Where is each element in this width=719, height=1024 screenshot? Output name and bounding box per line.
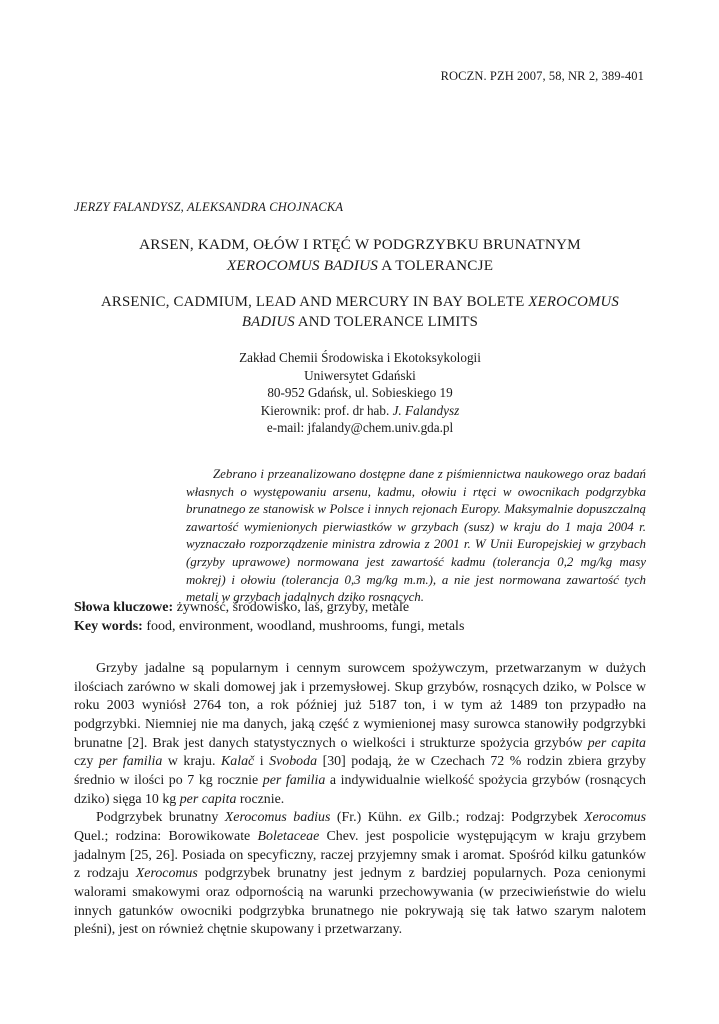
p2-italic-2: ex <box>408 810 421 826</box>
p1-italic-5: per familia <box>262 772 326 788</box>
authors: JERZY FALANDYSZ, ALEKSANDRA CHOJNACKA <box>74 200 344 214</box>
body-text <box>74 660 646 940</box>
keywords-english <box>74 617 646 636</box>
p2-text-6: podgrzybek brunatny jest jednym z bardziej popularnych. Poza cenionymi walorami smakowymi oraz odpornością na warunki przechowywania (w przeciwieństwie do wielu innych gatunków owocniki podgrzybka brunatnego nie pokrywają się tak łatwo szarym nalotem pleśni), jest on również chętnie skupowany i przetwarzany. <box>74 866 646 938</box>
keywords-polish-label: Słowa kluczowe: <box>74 600 174 615</box>
title-english-line2 <box>74 312 646 332</box>
p2-italic-5: Xerocomus <box>135 866 198 882</box>
p2-italic-3: Xerocomus <box>584 810 646 826</box>
title-english <box>74 292 646 332</box>
p2-text-2: (Fr.) Kühn. <box>330 810 409 826</box>
affiliation-head <box>74 402 646 420</box>
p2-italic-4: Boletaceae <box>257 828 320 844</box>
p2-italic-1: Xerocomus badius <box>224 810 331 826</box>
paragraph-2 <box>74 809 646 940</box>
affiliation-email: e-mail: jfalandy@chem.univ.gda.pl <box>266 420 454 436</box>
p1-italic-3: Kalač <box>221 754 255 770</box>
affiliation <box>74 349 646 437</box>
p1-text-4: i <box>254 754 270 770</box>
p2-text-3: Gilb.; rodzaj: Podgrzybek <box>420 810 585 826</box>
p1-italic-1: per capita <box>587 735 646 751</box>
keywords-english-label: Key words: <box>74 619 143 634</box>
p1-text-2: czy <box>74 754 99 770</box>
title-english-part2-rest: AND TOLERANCE LIMITS <box>294 314 479 330</box>
p1-italic-6: per capita <box>179 791 237 807</box>
affiliation-head-prefix: Kierownik: prof. dr hab. <box>260 402 393 418</box>
p1-text-1: Grzyby jadalne są popularnym i cennym surowcem spożywczym, przetwarzanym w dużych ilościach zarówno w skali domowej jak i przemysłowej. Skup grzybów, rosnących dziko, w Polsce w roku 2003 wyniósł 2764 ton, a rok później już 5187 ton, i w tym aż 1489 ton przypadło na podgrzybki. Niemniej nie ma danych, jaką część z wymienionej masy surowca stanowiły podgrzybki brunatne [2]. Brak jest danych statystycznych o wielkości i strukturze spożycia grzybów <box>74 661 646 751</box>
affiliation-address: 80-952 Gdańsk, ul. Sobieskiego 19 <box>267 385 453 401</box>
p1-text-3: w kraju. <box>162 754 221 770</box>
p1-italic-2: per familia <box>98 754 163 770</box>
p1-text-7: rocznie. <box>236 791 285 807</box>
affiliation-department: Zakład Chemii Środowiska i Ekotoksykologii <box>239 350 481 365</box>
title-polish-line1: ARSEN, KADM, OŁÓW I RTĘĆ W PODGRZYBKU BRUNATNYM <box>139 236 581 253</box>
p2-text-4: Quel.; rodzina: Borowikowate <box>74 828 258 844</box>
title-polish-line2 <box>74 255 646 276</box>
keywords-polish <box>74 598 646 617</box>
keywords-english-value: food, environment, woodland, mushrooms, fungi, metals <box>142 619 465 634</box>
journal-reference: ROCZN. PZH 2007, 58, NR 2, 389-401 <box>440 69 644 83</box>
p2-text-5: Chev. jest pospolicie występującym w kraju grzybem jadalnym [25, 26]. Posiada on specyficzny, raczej przyjemny smak i aromat. Spośród kilku gatunków z rodzaju <box>74 828 647 882</box>
p1-italic-4: Svoboda <box>269 754 318 770</box>
p1-text-5: [30] podają, że w Czechach 72 % rodzin zbiera grzyby średnio w ilości po 7 kg rocznie <box>74 754 647 788</box>
title-polish-line2-rest: A TOLERANCJE <box>378 257 494 274</box>
p1-text-6: a indywidualnie wielkość spożycia grzybów (rosnących dziko) sięga 10 kg <box>74 772 647 807</box>
abstract: Zebrano i przeanalizowano dostępne dane z piśmiennictwa naukowego oraz badań własnych o występowaniu arsenu, kadmu, ołowiu i rtęci w owocnikach podgrzybka brunatnego ze stanowisk w Polsce i innych rejonach Europy. Maksymalnie dopuszczalną zawartość wymienionych pierwiastków w grzybach (susz) w kraju do 1 maja 2004 r. wyznaczało rozporządzenie ministra zdrowia z 2001 r. W Unii Europejskiej w grzybach (grzyby uprawowe) normowana jest zawartość kadmu (tolerancja 0,2 mg/kg masy mokrej) i ołowiu (tolerancja 0,3 mg/kg m.m.), a nie jest normowana zawartość tych metali w grzybach jadalnych dziko rosnących. <box>186 467 646 605</box>
title-english-species: BADIUS <box>241 314 295 330</box>
title-english-line1 <box>74 292 646 312</box>
title-polish-species: XEROCOMUS BADIUS <box>226 257 379 274</box>
keywords <box>74 598 646 636</box>
p2-text-1: Podgrzybek brunatny <box>96 810 225 826</box>
affiliation-university: Uniwersytet Gdański <box>304 367 416 383</box>
title-english-genus: XEROCOMUS <box>528 294 619 310</box>
paragraph-1 <box>74 660 646 809</box>
title-english-part1: ARSENIC, CADMIUM, LEAD AND MERCURY IN BAY BOLETE <box>101 294 529 310</box>
title-polish <box>74 234 646 276</box>
affiliation-head-name: J. Falandysz <box>392 402 460 418</box>
keywords-polish-value: żywność, środowisko, las, grzyby, metale <box>173 600 410 615</box>
